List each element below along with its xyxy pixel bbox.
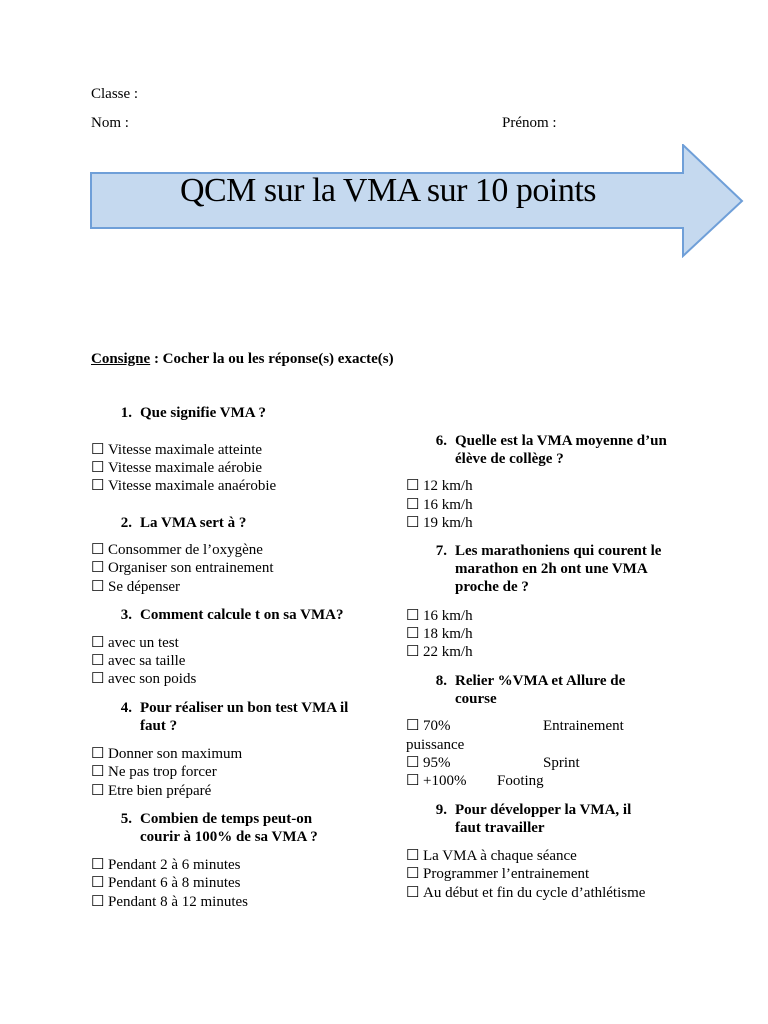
question-text-line-2: faut ? — [140, 718, 178, 734]
option-label: Consommer de l’oxygène — [108, 542, 263, 558]
pct-label: +100% — [423, 773, 467, 789]
option-9-3[interactable] — [406, 884, 645, 902]
pct-label: 70% — [423, 718, 451, 734]
option-1-1[interactable] — [91, 441, 262, 459]
option-2-3[interactable] — [91, 578, 180, 596]
checkbox-icon[interactable]: ☐ — [406, 497, 420, 513]
checkbox-icon[interactable]: ☐ — [406, 515, 420, 531]
option-2-2[interactable] — [91, 559, 274, 577]
option-label: 16 km/h — [423, 497, 473, 513]
option-5-3[interactable] — [91, 893, 248, 911]
option-label: Programmer l’entrainement — [423, 866, 590, 882]
question-text: Pour réaliser un bon test VMA il — [140, 700, 349, 716]
option-6-3[interactable] — [406, 514, 473, 532]
checkbox-icon[interactable]: ☐ — [406, 755, 420, 771]
question-text-line-2: faut travailler — [455, 820, 545, 836]
question-number: 9. — [435, 802, 447, 818]
option-5-2[interactable] — [91, 874, 240, 892]
instruction — [91, 351, 394, 368]
class-label: Classe : — [91, 86, 139, 102]
option-label: Vitesse maximale aérobie — [108, 460, 263, 476]
checkbox-icon[interactable]: ☐ — [406, 848, 420, 864]
checkbox-icon[interactable]: ☐ — [406, 718, 420, 734]
checkbox-icon[interactable]: ☐ — [91, 857, 105, 873]
checkbox-icon[interactable]: ☐ — [91, 442, 105, 458]
option-1-2[interactable] — [91, 459, 262, 477]
checkbox-icon[interactable]: ☐ — [406, 644, 420, 660]
firstname-label: Prénom : — [502, 115, 557, 131]
allure-label-wrap: puissance — [406, 737, 465, 753]
checkbox-icon[interactable]: ☐ — [91, 894, 105, 910]
question-number: 2. — [120, 515, 132, 531]
option-7-2[interactable] — [406, 625, 473, 643]
checkbox-icon[interactable]: ☐ — [91, 542, 105, 558]
allure-label: Entrainement — [543, 718, 624, 734]
question-text: Combien de temps peut-on — [140, 811, 313, 827]
option-1-3[interactable] — [91, 477, 276, 495]
pair-8-3[interactable] — [406, 772, 466, 790]
question-text-line-2: élève de collège ? — [455, 451, 564, 467]
option-label: Etre bien préparé — [108, 783, 212, 799]
checkbox-icon[interactable]: ☐ — [91, 875, 105, 891]
option-label: Au début et fin du cycle d’athlétisme — [423, 885, 646, 901]
checkbox-icon[interactable]: ☐ — [91, 746, 105, 762]
option-label: Pendant 6 à 8 minutes — [108, 875, 241, 891]
pct-label: 95% — [423, 755, 451, 771]
question-number: 1. — [120, 405, 132, 421]
question-number: 8. — [435, 673, 447, 689]
option-label: Donner son maximum — [108, 746, 243, 762]
option-4-2[interactable] — [91, 763, 217, 781]
option-label: Ne pas trop forcer — [108, 764, 217, 780]
option-3-2[interactable] — [91, 652, 185, 670]
question-number: 3. — [120, 607, 132, 623]
allure-label: Sprint — [543, 755, 580, 771]
question-text-line-3: proche de ? — [455, 579, 529, 595]
option-label: Pendant 8 à 12 minutes — [108, 894, 248, 910]
question-text: Pour développer la VMA, il — [455, 802, 632, 818]
checkbox-icon[interactable]: ☐ — [91, 653, 105, 669]
option-label: La VMA à chaque séance — [423, 848, 577, 864]
checkbox-icon[interactable]: ☐ — [91, 671, 105, 687]
option-label: Se dépenser — [108, 579, 181, 595]
option-2-1[interactable] — [91, 541, 263, 559]
checkbox-icon[interactable]: ☐ — [406, 773, 420, 789]
checkbox-icon[interactable]: ☐ — [91, 560, 105, 576]
option-7-1[interactable] — [406, 607, 473, 625]
checkbox-icon[interactable]: ☐ — [406, 866, 420, 882]
instruction-text: : Cocher la ou les réponse(s) exacte(s) — [150, 351, 394, 367]
question-text-line-2: courir à 100% de sa VMA ? — [140, 829, 318, 845]
allure-label: Footing — [497, 773, 544, 789]
option-label: 18 km/h — [423, 626, 473, 642]
option-3-1[interactable] — [91, 634, 179, 652]
question-text: Quelle est la VMA moyenne d’un — [455, 433, 667, 449]
question-text: Les marathoniens qui courent le — [455, 543, 662, 559]
option-9-1[interactable] — [406, 847, 577, 865]
checkbox-icon[interactable]: ☐ — [91, 460, 105, 476]
option-6-1[interactable] — [406, 477, 473, 495]
option-label: 16 km/h — [423, 608, 473, 624]
option-label: Organiser son entrainement — [108, 560, 274, 576]
option-7-3[interactable] — [406, 643, 473, 661]
question-text-line-2: course — [455, 691, 497, 707]
name-label: Nom : — [91, 115, 129, 131]
page-title: QCM sur la VMA sur 10 points — [179, 172, 597, 209]
question-text: Comment calcule t on sa VMA? — [140, 607, 344, 623]
option-4-3[interactable] — [91, 782, 211, 800]
checkbox-icon[interactable]: ☐ — [406, 608, 420, 624]
option-4-1[interactable] — [91, 745, 242, 763]
checkbox-icon[interactable]: ☐ — [91, 783, 105, 799]
checkbox-icon[interactable]: ☐ — [91, 635, 105, 651]
checkbox-icon[interactable]: ☐ — [91, 579, 105, 595]
option-label: 12 km/h — [423, 478, 473, 494]
option-label: avec sa taille — [108, 653, 186, 669]
instruction-label: Consigne — [91, 351, 151, 367]
pair-8-2[interactable] — [406, 754, 451, 772]
option-5-1[interactable] — [91, 856, 240, 874]
checkbox-icon[interactable]: ☐ — [91, 764, 105, 780]
checkbox-icon[interactable]: ☐ — [406, 885, 420, 901]
question-text: Relier %VMA et Allure de — [455, 673, 626, 689]
question-text-line-2: marathon en 2h ont une VMA — [455, 561, 648, 577]
question-number: 7. — [435, 543, 447, 559]
checkbox-icon[interactable]: ☐ — [406, 478, 420, 494]
question-number: 5. — [120, 811, 132, 827]
option-3-3[interactable] — [91, 670, 196, 688]
question-number: 4. — [120, 700, 132, 716]
option-label: avec son poids — [108, 671, 197, 687]
checkbox-icon[interactable]: ☐ — [91, 478, 105, 494]
question-number: 6. — [435, 433, 447, 449]
option-label: Vitesse maximale atteinte — [108, 442, 263, 458]
question-text: La VMA sert à ? — [140, 515, 247, 531]
pair-8-1[interactable] — [406, 717, 451, 735]
option-label: 19 km/h — [423, 515, 473, 531]
option-label: Pendant 2 à 6 minutes — [108, 857, 241, 873]
option-label: Vitesse maximale anaérobie — [108, 478, 277, 494]
option-9-2[interactable] — [406, 865, 589, 883]
option-label: avec un test — [108, 635, 179, 651]
option-label: 22 km/h — [423, 644, 473, 660]
option-6-2[interactable] — [406, 496, 473, 514]
checkbox-icon[interactable]: ☐ — [406, 626, 420, 642]
question-text: Que signifie VMA ? — [140, 405, 266, 421]
